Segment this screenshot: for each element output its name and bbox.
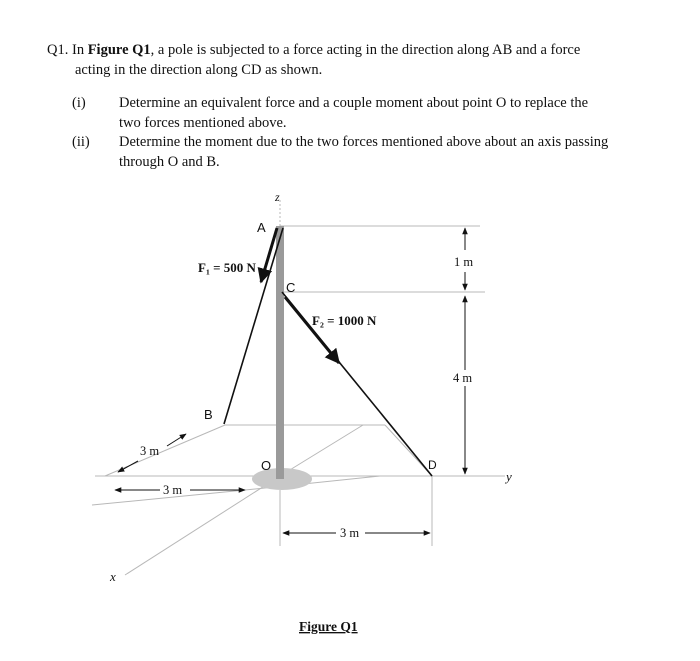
dim-3m-y-label: 3 m — [163, 483, 183, 497]
point-a-label: A — [257, 220, 266, 235]
ground-line-left — [105, 425, 225, 476]
dim-1m-label: 1 m — [454, 255, 474, 269]
axis-x-label: x — [110, 569, 116, 584]
part-i-label: (i) — [72, 95, 86, 111]
part-ii-line-1: Determine the moment due to the two forces mentioned above about an axis passing — [119, 134, 609, 150]
force-f2-label: F₂ = 1000 N — [312, 313, 377, 328]
point-o-label: O — [261, 458, 272, 473]
question-intro-a: In — [71, 42, 88, 58]
dim-3m-x-lower — [118, 461, 138, 472]
axis-z-label: z — [275, 190, 280, 204]
question-number: Q1. — [47, 42, 69, 58]
figure-reference: Figure Q1 — [87, 42, 151, 58]
point-d-label: D — [428, 458, 437, 472]
dim-4m-label: 4 m — [453, 371, 473, 385]
member-ab — [224, 228, 283, 424]
question-line-2: acting in the direction along CD as shown. — [75, 62, 323, 78]
point-b-label: B — [204, 407, 213, 422]
ground-line-diag — [280, 425, 363, 476]
force-f2-arrow — [285, 297, 339, 363]
question-intro-b: , a pole is subjected to a force acting in the direction along AB and a force — [150, 42, 581, 58]
part-i-line-2: two forces mentioned above. — [119, 115, 287, 131]
figure-caption: Figure Q1 — [299, 619, 358, 634]
x-axis-line — [125, 476, 280, 575]
pole — [276, 226, 284, 479]
dim-3m-x-upper — [167, 434, 186, 446]
part-ii-line-2: through O and B. — [119, 154, 220, 170]
dim-3m-x-label: 3 m — [140, 444, 160, 458]
part-ii-label: (ii) — [72, 134, 90, 150]
point-c-label: C — [286, 280, 296, 295]
ground-grid — [92, 200, 505, 575]
axis-y-label: y — [506, 469, 512, 484]
force-f1-label: F₁ = 500 N — [198, 260, 256, 275]
dim-3m-d-label: 3 m — [340, 526, 360, 540]
part-i-line-1: Determine an equivalent force and a couple moment about point O to replace the — [119, 95, 589, 111]
